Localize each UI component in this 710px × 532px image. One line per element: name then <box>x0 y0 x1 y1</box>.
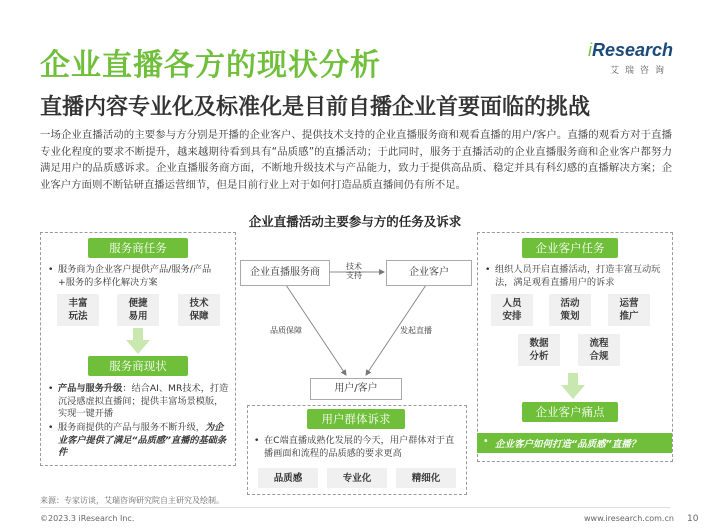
chip-rich-play: 丰富 玩法 <box>57 294 99 326</box>
copyright: ©2023.3 iResearch Inc. <box>40 514 135 523</box>
status-plain: 服务商提供的产品与服务不断升级， <box>58 422 205 433</box>
logo-prefix: i <box>588 40 592 60</box>
user-group-text: 在C端直播成熟化发展的今天，用户群体对于直播画面和流程的品质感的要求更高 <box>264 435 455 459</box>
chip-tech-guarantee: 技术 保障 <box>178 294 220 326</box>
intro-paragraph: 一场企业直播活动的主要参与方分别是开播的企业客户、提供技术支持的企业直播服务商和观看直播的用户/客户。直播的观看方对于直播专业化程度的要求不断提升，越来越期待看到具有“品质感”的直播活动；于此同时，服务于直播活动的企业直播服务商和企业客户都努力满足用户的品质感诉求。企业直播服务商方面，不断地升级技术与产品能力，致力于提供高品质、稳定并具有科幻感的直播解决方案；企业客户方面则不断钻研直播运营细节，但是目前行业上对于如何打造品质直播间仍有所不足。 <box>40 129 672 191</box>
provider-task-bullet: • 服务商为企业客户提供产品/服务/产品+服务的多样化解决方案 <box>48 264 230 289</box>
provider-task-text: 服务商为企业客户提供产品/服务/产品+服务的多样化解决方案 <box>58 264 212 288</box>
source-note: 来源：专家访谈，艾瑞咨询研究院自主研究及绘制。 <box>40 496 224 505</box>
user-group-header: 用户群体诉求 <box>307 409 405 429</box>
chip-professional: 专业化 <box>327 468 387 488</box>
client-pain-header: 企业客户痛点 <box>522 402 618 422</box>
iresearch-logo <box>588 40 676 76</box>
client-task-header: 企业客户任务 <box>522 238 618 258</box>
chip-refined: 精细化 <box>396 468 456 488</box>
provider-status-bullet-1: • 产品与服务升级：结合AI、MR技术，打造沉浸感虚拟直播间；提供丰富场景模版，实现一键开播 <box>48 383 229 420</box>
chip-data-analysis: 数据 分析 <box>518 334 560 366</box>
footer-divider <box>40 507 670 508</box>
node-client: 企业客户 <box>386 260 472 286</box>
status-italic: 为企业客户提供了满足“品质感”直播的基础条件 <box>58 422 227 459</box>
diagram-title: 企业直播活动主要参与方的任务及诉求 <box>248 214 462 229</box>
node-user: 用户/客户 <box>310 378 402 400</box>
client-pain-text: 企业客户如何打造“品质感”直播？ <box>495 439 641 450</box>
client-task-bullet: • 组织人员开启直播活动，打造丰富互动玩法，满足观看直播用户的诉求 <box>485 264 667 289</box>
chip-event-planning: 活动 策划 <box>549 294 591 326</box>
provider-task-header: 服务商任务 <box>88 238 188 258</box>
down-arrow-icon <box>561 373 585 399</box>
page-number: 10 <box>687 514 699 524</box>
status-bold-label: 产品与服务升级 <box>58 383 123 394</box>
provider-status-header: 服务商现状 <box>88 356 188 376</box>
node-provider: 企业直播服务商 <box>240 260 330 286</box>
website: www.iresearch.com.cn <box>584 514 674 523</box>
edge-label-quality: 品质保障 <box>270 326 302 335</box>
user-group-bullet: • 在C端直播成熟化发展的今天，用户群体对于直播画面和流程的品质感的要求更高 <box>254 435 460 460</box>
provider-status-bullet-2: • 服务商提供的产品与服务不断升级，为企业客户提供了满足“品质感”直播的基础条件 <box>48 422 227 459</box>
chip-staffing: 人员 安排 <box>491 294 533 326</box>
edge-label-start-live: 发起直播 <box>400 326 432 335</box>
status-detail: ：结合AI、MR技术，打造沉浸感虚拟直播间；提供丰富场景模版，实现一键开播 <box>58 383 229 420</box>
chip-quality: 品质感 <box>258 468 318 488</box>
client-pain-banner: • 企业客户如何打造“品质感”直播？ <box>477 433 672 453</box>
edge-label-tech-support: 技术 支持 <box>346 262 362 280</box>
logo-tagline: 艾瑞咨询 <box>610 66 671 76</box>
down-arrow-icon <box>126 328 150 354</box>
page-subtitle: 直播内容专业化及标准化是目前自播企业首要面临的挑战 <box>40 95 591 120</box>
chip-compliance: 流程 合规 <box>578 334 620 366</box>
chip-easy-use: 便捷 易用 <box>117 294 159 326</box>
client-task-text: 组织人员开启直播活动，打造丰富互动玩法，满足观看直播用户的诉求 <box>495 264 661 288</box>
page-title: 企业直播各方的现状分析 <box>40 48 381 83</box>
chip-operations: 运营 推广 <box>608 294 650 326</box>
logo-brand: Research <box>592 40 674 60</box>
